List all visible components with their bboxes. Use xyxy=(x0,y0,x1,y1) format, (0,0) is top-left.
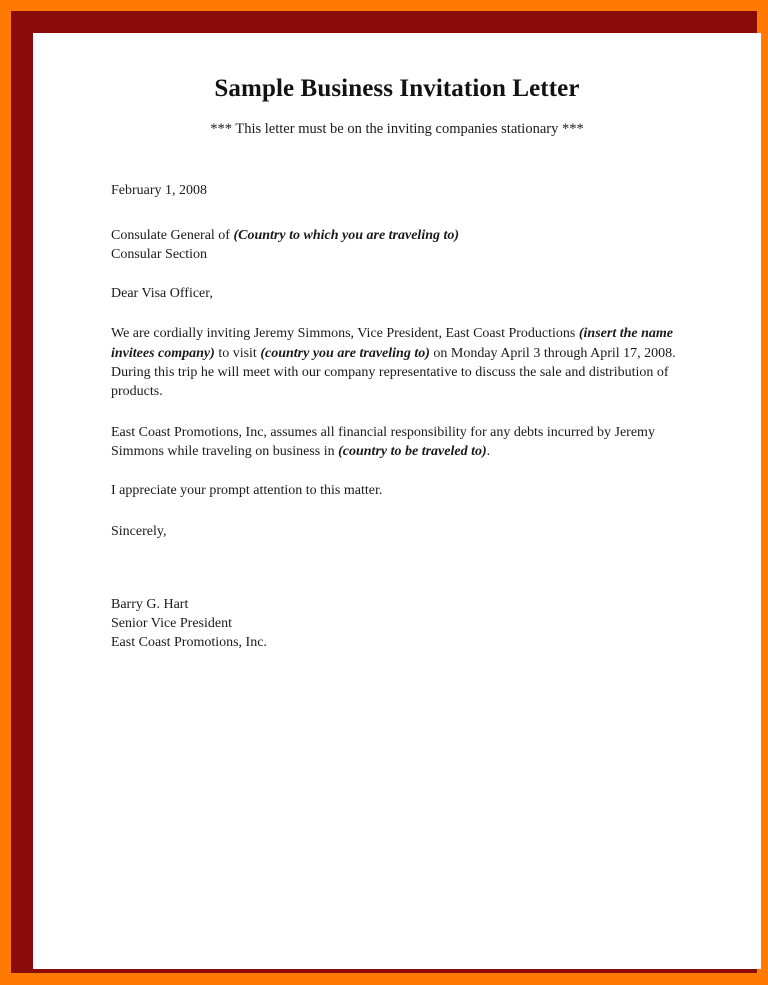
letter-date: February 1, 2008 xyxy=(111,183,208,199)
letter-closing: Sincerely, xyxy=(111,523,167,539)
page-title: Sample Business Invitation Letter xyxy=(214,75,580,102)
paragraph-1-part-3: on Monday April 3 through April 17, 2008. During this trip he will meet with our company representative to discuss the sale and distribution of products. xyxy=(111,345,676,400)
letter-subtitle-note: *** This letter must be on the inviting companies stationary *** xyxy=(210,120,584,137)
signer-company: East Coast Promotions, Inc. xyxy=(111,634,267,650)
paragraph-1-country-placeholder: (country you are traveling to) xyxy=(260,345,430,361)
paragraph-1-part-2: to visit xyxy=(214,345,261,361)
paragraph-1-part-1: We are cordially inviting Jeremy Simmons, Vice President, East Coast Productions xyxy=(111,326,579,342)
recipient-line-1 xyxy=(111,227,683,245)
letter-paragraph-2 xyxy=(111,402,683,462)
paragraph-2-part-1: East Coast Promotions, Inc, assumes all financial responsibility for any debts incurred by Jeremy Simmons while traveling on business in xyxy=(111,424,655,460)
paragraph-2-country-placeholder: (country to be traveled to) xyxy=(338,444,487,460)
letter-paragraph-3: I appreciate your prompt attention to this matter. xyxy=(111,483,383,499)
letter-page xyxy=(33,33,761,969)
document-inner-border xyxy=(11,11,757,973)
letter-salutation: Dear Visa Officer, xyxy=(111,286,213,302)
recipient-line-2: Consular Section xyxy=(111,246,208,262)
recipient-block xyxy=(111,200,683,264)
letter-content xyxy=(111,53,683,653)
signature-block xyxy=(111,541,683,653)
paragraph-2-part-2: . xyxy=(486,444,491,460)
letter-paragraph-1 xyxy=(111,303,683,401)
signer-title: Senior Vice President xyxy=(111,615,232,631)
signer-name: Barry G. Hart xyxy=(111,596,189,612)
recipient-prefix: Consulate General of xyxy=(111,228,234,244)
recipient-country-placeholder: (Country to which you are traveling to) xyxy=(233,228,460,244)
paragraph-1-company-placeholder: (insert the name invitees company) xyxy=(111,326,673,361)
